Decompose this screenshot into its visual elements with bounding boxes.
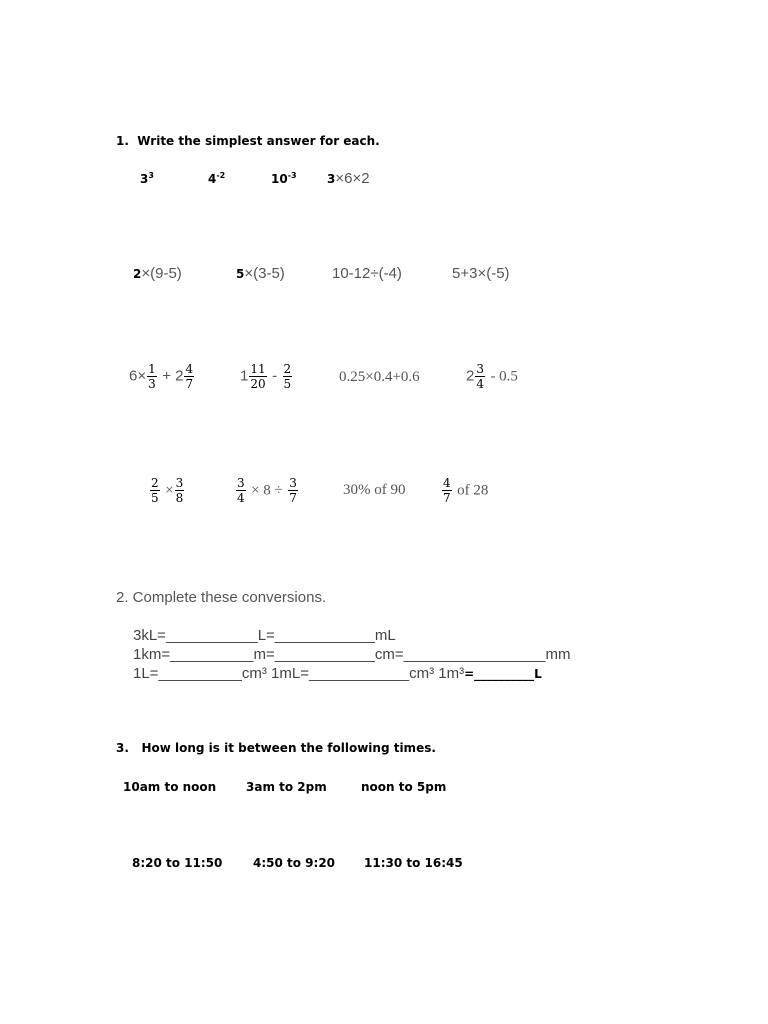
conversion-line-3	[133, 665, 542, 682]
question-3-title: 3. How long is it between the following times.	[116, 741, 436, 755]
fraction	[150, 476, 160, 505]
expression-fraction-product	[149, 476, 185, 505]
conversion-line-3-tail: =__________L	[464, 667, 542, 681]
operators: × 8 ÷	[251, 482, 283, 499]
fraction	[147, 362, 157, 391]
denominator: 20	[250, 377, 266, 391]
expression-2x9-5	[133, 265, 182, 283]
exponent: 3	[148, 171, 154, 180]
rest: of 28	[457, 482, 489, 499]
times: ×	[165, 482, 174, 499]
power-3-cubed	[140, 172, 154, 186]
numerator: 3	[175, 476, 184, 490]
base: 4	[208, 172, 217, 186]
numerator: 4	[185, 362, 194, 376]
fraction	[442, 476, 452, 505]
denominator: 7	[289, 491, 297, 505]
whole: 1	[240, 367, 249, 385]
power-4-neg2	[208, 172, 225, 186]
expression-fraction-of	[441, 476, 488, 505]
denominator: 7	[443, 491, 451, 505]
lead-digit: 5	[236, 267, 245, 281]
expression-mixed-fraction-a	[129, 362, 195, 391]
fraction	[184, 362, 194, 391]
prefix: 6×	[129, 367, 147, 385]
numerator: 1	[148, 362, 156, 376]
numerator: 4	[443, 476, 451, 490]
fraction	[283, 362, 293, 391]
numerator: 2	[151, 476, 159, 490]
denominator: 5	[151, 491, 159, 505]
plus-whole: + 2	[162, 367, 184, 385]
question-1-title: 1. Write the simplest answer for each.	[116, 134, 380, 148]
base: 10	[271, 172, 288, 186]
denominator: 4	[476, 377, 484, 391]
fraction	[475, 362, 485, 391]
expression-decimal: 0.25×0.4+0.6	[339, 369, 420, 385]
expression-percent-of: 30% of 90	[343, 482, 406, 498]
lead-digit: 2	[133, 267, 142, 281]
numerator: 2	[283, 362, 292, 376]
whole: 2	[466, 367, 475, 385]
fraction	[249, 362, 266, 391]
expression-mixed-fraction-b	[240, 362, 293, 391]
time-interval: noon to 5pm	[361, 780, 447, 794]
denominator: 5	[283, 377, 292, 391]
base: 3	[140, 172, 149, 186]
time-interval: 10am to noon	[123, 780, 217, 794]
time-interval: 4:50 to 9:20	[253, 856, 336, 870]
rest: - 0.5	[490, 368, 518, 385]
denominator: 3	[148, 377, 156, 391]
expression-3x6x2	[327, 170, 370, 188]
conversion-line-1: 3kL=___________L=____________mL	[133, 627, 396, 644]
rest: ×(9-5)	[141, 265, 182, 282]
expression-5+3x-5: 5+3×(-5)	[452, 265, 510, 282]
rest: ×(3-5)	[244, 265, 285, 282]
numerator: 3	[289, 476, 297, 490]
exponent: -2	[216, 171, 226, 180]
expression-10-12div-4: 10-12÷(-4)	[332, 265, 402, 282]
denominator: 7	[185, 377, 194, 391]
expression-mixed-minus-decimal	[466, 362, 518, 391]
numerator: 3	[237, 476, 245, 490]
exponent: -3	[287, 171, 297, 180]
fraction	[175, 476, 185, 505]
fraction	[288, 476, 298, 505]
conversion-line-2: 1km=__________m=____________cm=_________________mm	[133, 646, 571, 663]
expression-fraction-times-divide	[235, 476, 299, 505]
time-interval: 8:20 to 11:50	[132, 856, 223, 870]
lead-digit: 3	[327, 172, 336, 186]
denominator: 4	[237, 491, 245, 505]
power-10-neg3	[271, 172, 297, 186]
numerator: 3	[476, 362, 484, 376]
minus: -	[272, 367, 278, 385]
numerator: 11	[250, 362, 266, 376]
time-interval: 3am to 2pm	[246, 780, 327, 794]
fraction	[236, 476, 246, 505]
time-interval: 11:30 to 16:45	[364, 856, 463, 870]
conversion-line-3-main: 1L=__________cm³ 1mL=____________cm³ 1m³	[133, 665, 465, 682]
expression-5x3-5	[236, 265, 285, 283]
denominator: 8	[175, 491, 184, 505]
rest: ×6×2	[335, 170, 370, 187]
question-2-title: 2. Complete these conversions.	[116, 589, 327, 606]
